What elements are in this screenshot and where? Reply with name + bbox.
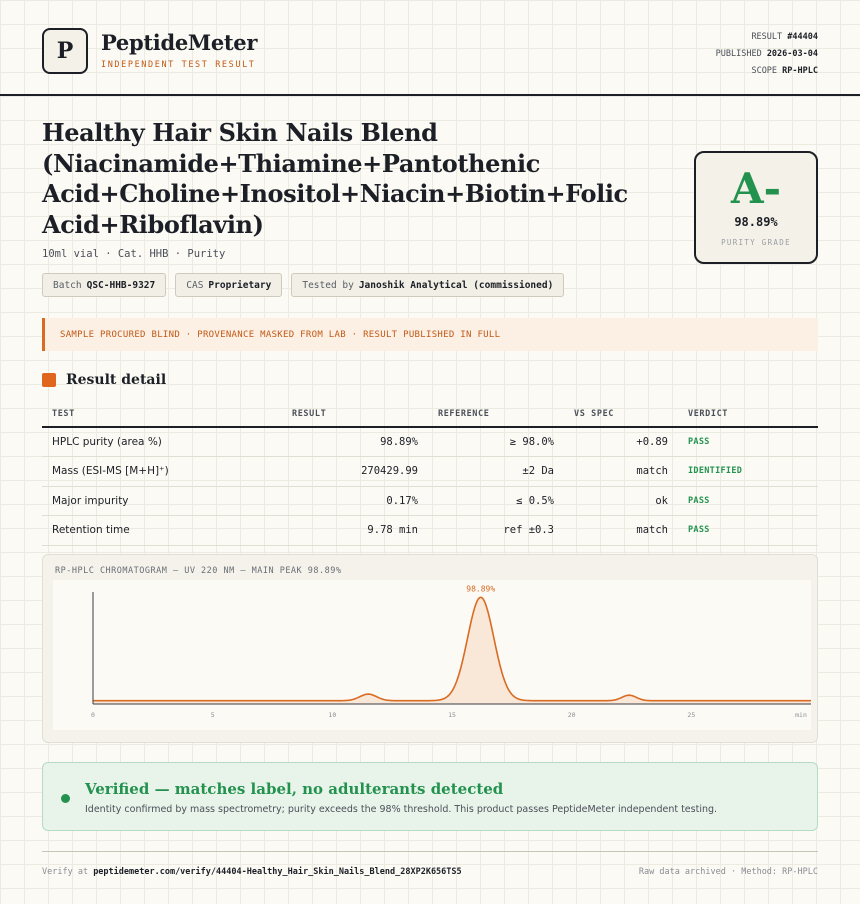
table-row <box>42 516 818 546</box>
cell-test: Mass (ESI-MS [M+H]⁺) <box>42 457 282 487</box>
x-tick-label: min <box>795 711 807 719</box>
grade-card <box>694 151 818 264</box>
grade-letter: A- <box>730 164 782 213</box>
result-table <box>42 402 818 546</box>
cell-vs-spec: match <box>564 457 678 487</box>
col-test: TEST <box>42 402 282 427</box>
cell-reference: ≥ 98.0% <box>428 427 564 457</box>
cell-result: 9.78 min <box>282 516 428 546</box>
cell-test: Retention time <box>42 516 282 546</box>
x-tick-label: 10 <box>328 711 337 719</box>
col-verdict: VERDICT <box>678 402 818 427</box>
col-result: RESULT <box>282 402 428 427</box>
tagline: INDEPENDENT TEST RESULT <box>101 60 256 70</box>
product-subtitle: 10ml vial · Cat. HHB · Purity <box>42 248 226 260</box>
table-header-row <box>42 402 818 427</box>
cell-verdict: IDENTIFIED <box>678 457 818 487</box>
footer <box>42 851 818 877</box>
peak-label: 98.89% <box>466 584 496 594</box>
table-row <box>42 457 818 487</box>
cell-result: 270429.99 <box>282 457 428 487</box>
table-row <box>42 486 818 516</box>
product-title: Healthy Hair Skin Nails Blend (Niacinamide+Thiamine+Pantothenic Acid+Choline+Inositol+Niacin+Biotin+Folic Acid+Riboflavin) <box>42 118 628 239</box>
verified-dot-icon <box>61 794 70 803</box>
cell-test: Major impurity <box>42 486 282 516</box>
report-header <box>0 0 860 96</box>
x-tick-label: 0 <box>91 711 95 719</box>
logo <box>42 28 88 74</box>
grade-percent: 98.89% <box>734 215 778 229</box>
footer-right: Raw data archived · Method: RP-HPLC <box>638 867 818 877</box>
chip-cas: CAS Proprietary <box>175 273 282 297</box>
cell-reference: ±2 Da <box>428 457 564 487</box>
product-chips <box>42 273 564 297</box>
cell-vs-spec: ok <box>564 486 678 516</box>
verified-description: Identity confirmed by mass spectrometry; purity exceeds the 98% threshold. This product passes PeptideMeter independent testing. <box>85 804 718 815</box>
col-vs-spec: VS SPEC <box>564 402 678 427</box>
chromatogram-title: RP-HPLC CHROMATOGRAM — UV 220 NM — MAIN PEAK 98.89% <box>55 566 342 576</box>
cell-vs-spec: match <box>564 516 678 546</box>
chart-plot-bg <box>53 580 811 730</box>
chip-tested-by: Tested by Janoshik Analytical (commissioned) <box>291 273 564 297</box>
x-tick-label: 25 <box>687 711 696 719</box>
cell-verdict: PASS <box>678 486 818 516</box>
cell-reference: ref ±0.3 <box>428 516 564 546</box>
chromatogram-chart <box>53 580 811 730</box>
chip-batch: Batch QSC-HHB-9327 <box>42 273 166 297</box>
meta-result: RESULT #44404 <box>751 32 818 42</box>
verify-label: Verify at <box>42 867 89 877</box>
brand-name: PeptideMeter <box>101 30 258 55</box>
grade-label: PURITY GRADE <box>721 238 791 247</box>
cell-result: 0.17% <box>282 486 428 516</box>
cell-result: 98.89% <box>282 427 428 457</box>
cell-verdict: PASS <box>678 427 818 457</box>
section-square-icon <box>42 373 56 387</box>
table-row <box>42 427 818 457</box>
meta-scope: SCOPE RP-HPLC <box>751 66 818 76</box>
cell-test: HPLC purity (area %) <box>42 427 282 457</box>
col-reference: REFERENCE <box>428 402 564 427</box>
x-tick-label: 5 <box>210 711 215 719</box>
x-tick-label: 20 <box>567 711 576 719</box>
verify-link[interactable]: peptidemeter.com/verify/44404-Healthy_Hair_Skin_Nails_Blend_28XP2K656TS5 <box>93 867 462 877</box>
x-tick-label: 15 <box>448 711 456 719</box>
logo-letter: P <box>56 38 74 64</box>
chromatogram-card <box>42 554 818 743</box>
cell-vs-spec: +0.89 <box>564 427 678 457</box>
result-meta <box>716 29 818 80</box>
cell-verdict: PASS <box>678 516 818 546</box>
blind-notice: SAMPLE PROCURED BLIND · PROVENANCE MASKED FROM LAB · RESULT PUBLISHED IN FULL <box>42 318 818 351</box>
verified-banner <box>42 762 818 831</box>
section-title-text: Result detail <box>66 372 167 388</box>
meta-published: PUBLISHED 2026-03-04 <box>715 49 818 59</box>
verified-title: Verified — matches label, no adulterants detected <box>85 780 504 798</box>
verify-line <box>42 867 462 877</box>
section-title <box>42 372 166 388</box>
cell-reference: ≤ 0.5% <box>428 486 564 516</box>
